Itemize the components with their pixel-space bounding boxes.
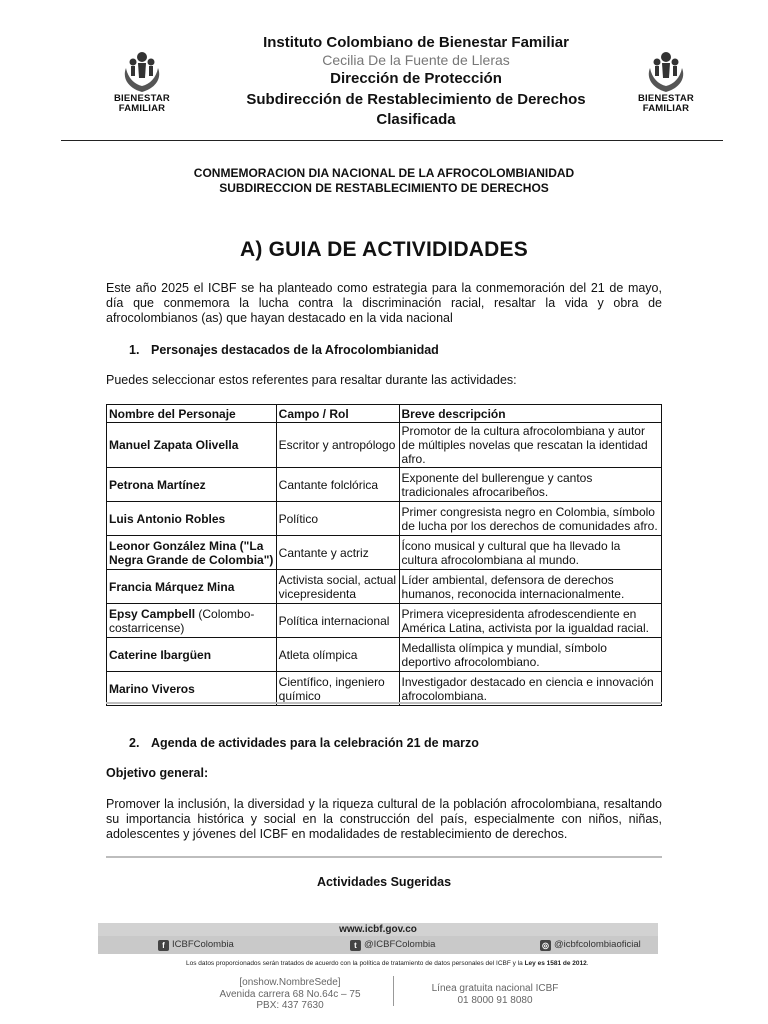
- person-name: Manuel Zapata Olivella: [109, 438, 239, 452]
- classification-label: Clasificada: [376, 111, 456, 128]
- twitter-icon: t: [350, 940, 361, 951]
- cell-name: [107, 672, 277, 706]
- cell-role: Científico, ingeniero químico: [276, 672, 399, 706]
- table-header-row: [107, 405, 662, 423]
- cell-description: Primer congresista negro en Colombia, símbolo de lucha por los derechos de comunidades afro.: [399, 502, 661, 536]
- address-line2: Avenida carrera 68 No.64c – 75: [219, 988, 361, 1000]
- section1-intro: Puedes seleccionar estos referentes para resaltar durante las actividades:: [106, 373, 517, 387]
- person-name-extra: (Colombo-costarricense): [109, 606, 255, 635]
- direction-name: Dirección de Protección: [330, 70, 502, 87]
- cell-description: Ícono musical y cultural que ha llevado la cultura afrocolombiana al mundo.: [399, 536, 661, 570]
- table-row: [107, 604, 662, 638]
- section1-number: 1.: [129, 343, 140, 357]
- objective-paragraph: Promover la inclusión, la diversidad y la riqueza cultural de la población afrocolombiana, resaltando su importancia histórica y social en la construcción del país, especialmente con niños, niñas, adolescentes y jóvenes del ICBF en modalidades de restablecimiento de derechos.: [106, 797, 662, 841]
- table-row: [107, 536, 662, 570]
- notice-suffix: .: [586, 960, 589, 967]
- column-header-description: Breve descripción: [399, 405, 661, 423]
- footer-divider: [393, 976, 394, 1006]
- family-hands-icon: [120, 48, 164, 94]
- person-name: Marino Viveros: [109, 681, 195, 696]
- person-name: Luis Antonio Robles: [109, 511, 226, 526]
- section1-heading: [129, 343, 439, 357]
- guide-title: A) GUIA DE ACTIVIDIDADES: [240, 238, 528, 261]
- document-title-line1: CONMEMORACION DIA NACIONAL DE LA AFROCOLOMBIANIDAD: [193, 166, 575, 180]
- column-header-role: Campo / Rol: [276, 405, 399, 423]
- icbf-logo-left: [110, 48, 174, 118]
- cell-name: [107, 604, 277, 638]
- logo-text-line2: FAMILIAR: [118, 103, 166, 114]
- hotline-number: 01 8000 91 8080: [457, 994, 533, 1006]
- notice-law: Ley es 1581 de 2012: [524, 960, 587, 967]
- personajes-table: [106, 404, 662, 706]
- table-row: [107, 502, 662, 536]
- section-separator: [106, 702, 662, 704]
- person-name: Caterine Ibargüen: [109, 647, 212, 662]
- footer-hotline: [410, 983, 580, 1006]
- cell-name: [107, 570, 277, 604]
- twitter-handle: @ICBFColombia: [364, 939, 436, 950]
- footer-address: [200, 977, 380, 1012]
- section2-number: 2.: [129, 736, 140, 750]
- institution-name: Instituto Colombiano de Bienestar Familiar: [263, 34, 569, 51]
- cell-role: Cantante folclórica: [276, 468, 399, 502]
- logo-text-line2: FAMILIAR: [642, 103, 690, 114]
- table-row: [107, 638, 662, 672]
- cell-description: Medallista olímpica y mundial, símbolo deportivo afrocolombiano.: [399, 638, 661, 672]
- cell-description: Líder ambiental, defensora de derechos humanos, reconocida internacionalmente.: [399, 570, 661, 604]
- cell-description: Primera vicepresidenta afrodescendiente en América Latina, activista por la igualdad racial.: [399, 604, 661, 638]
- family-hands-icon: [644, 48, 688, 94]
- facebook-icon: f: [158, 940, 169, 951]
- section2-heading: [129, 736, 479, 750]
- cell-name: [107, 536, 277, 570]
- logo-text-line1: BIENESTAR: [638, 93, 694, 104]
- activities-title: Actividades Sugeridas: [316, 875, 452, 889]
- cell-role: Escritor y antropólogo: [276, 423, 399, 468]
- section1-title: Personajes destacados de la Afrocolombianidad: [151, 343, 439, 357]
- address-line3: PBX: 437 7630: [256, 1000, 324, 1011]
- table-row: [107, 570, 662, 604]
- document-title-line2: SUBDIRECCION DE RESTABLECIMIENTO DE DERECHOS: [219, 181, 549, 195]
- cell-role: Política internacional: [276, 604, 399, 638]
- table-row: [107, 672, 662, 706]
- cell-role: Cantante y actriz: [276, 536, 399, 570]
- person-name: Epsy Campbell: [109, 606, 196, 621]
- instagram-handle: @icbfcolombiaoficial: [554, 939, 641, 950]
- instagram-icon: ◎: [540, 940, 551, 951]
- footer-website[interactable]: www.icbf.gov.co: [98, 923, 658, 936]
- subdirection-name: Subdirección de Restablecimiento de Derechos: [246, 91, 586, 108]
- notice-prefix: Los datos proporcionados serán tratados de acuerdo con la política de tratamiento de datos personales del ICBF y la: [186, 960, 525, 967]
- section-separator: [106, 856, 662, 858]
- cell-description: Promotor de la cultura afrocolombiana y autor de múltiples novelas que rescatan la identidad afro.: [399, 423, 661, 468]
- data-policy-notice: [186, 960, 768, 967]
- facebook-link[interactable]: [158, 939, 234, 951]
- person-name: Francia Márquez Mina: [109, 579, 235, 594]
- cell-name: [107, 468, 277, 502]
- table-body: [107, 423, 662, 706]
- column-header-name: Nombre del Personaje: [107, 405, 277, 423]
- cell-name: [107, 502, 277, 536]
- icbf-logo-right: [634, 48, 698, 118]
- header-divider: [61, 140, 723, 141]
- section2-title: Agenda de actividades para la celebración 21 de marzo: [151, 736, 479, 750]
- cell-description: Investigador destacado en ciencia e innovación afrocolombiana.: [399, 672, 661, 706]
- cell-role: Político: [276, 502, 399, 536]
- cell-role: Activista social, actual vicepresidenta: [276, 570, 399, 604]
- objective-label: Objetivo general:: [106, 766, 209, 780]
- logo-text-line1: BIENESTAR: [114, 93, 170, 104]
- hotline-label: Línea gratuita nacional ICBF: [431, 983, 559, 994]
- instagram-link[interactable]: [540, 939, 641, 951]
- person-name: Leonor González Mina ("La Negra Grande de Colombia"): [109, 538, 274, 567]
- director-name: Cecilia De la Fuente de Lleras: [322, 52, 510, 68]
- address-line1: [onshow.NombreSede]: [239, 977, 341, 988]
- cell-description: Exponente del bullerengue y cantos tradicionales afrocaribeños.: [399, 468, 661, 502]
- footer-social-bar: [98, 936, 658, 954]
- cell-role: Atleta olímpica: [276, 638, 399, 672]
- cell-name: [107, 423, 277, 468]
- intro-paragraph: Este año 2025 el ICBF se ha planteado como estrategia para la conmemoración del 21 de mayo, día que conmemora la lucha contra la discriminación racial, resaltar la vida y obra de afrocolombianos (as) que hayan destacado en la vida nacional: [106, 281, 662, 325]
- cell-name: [107, 638, 277, 672]
- table-row: [107, 423, 662, 468]
- facebook-handle: ICBFColombia: [172, 939, 234, 950]
- person-name: Petrona Martínez: [109, 477, 206, 492]
- twitter-link[interactable]: [350, 939, 435, 951]
- table-row: [107, 468, 662, 502]
